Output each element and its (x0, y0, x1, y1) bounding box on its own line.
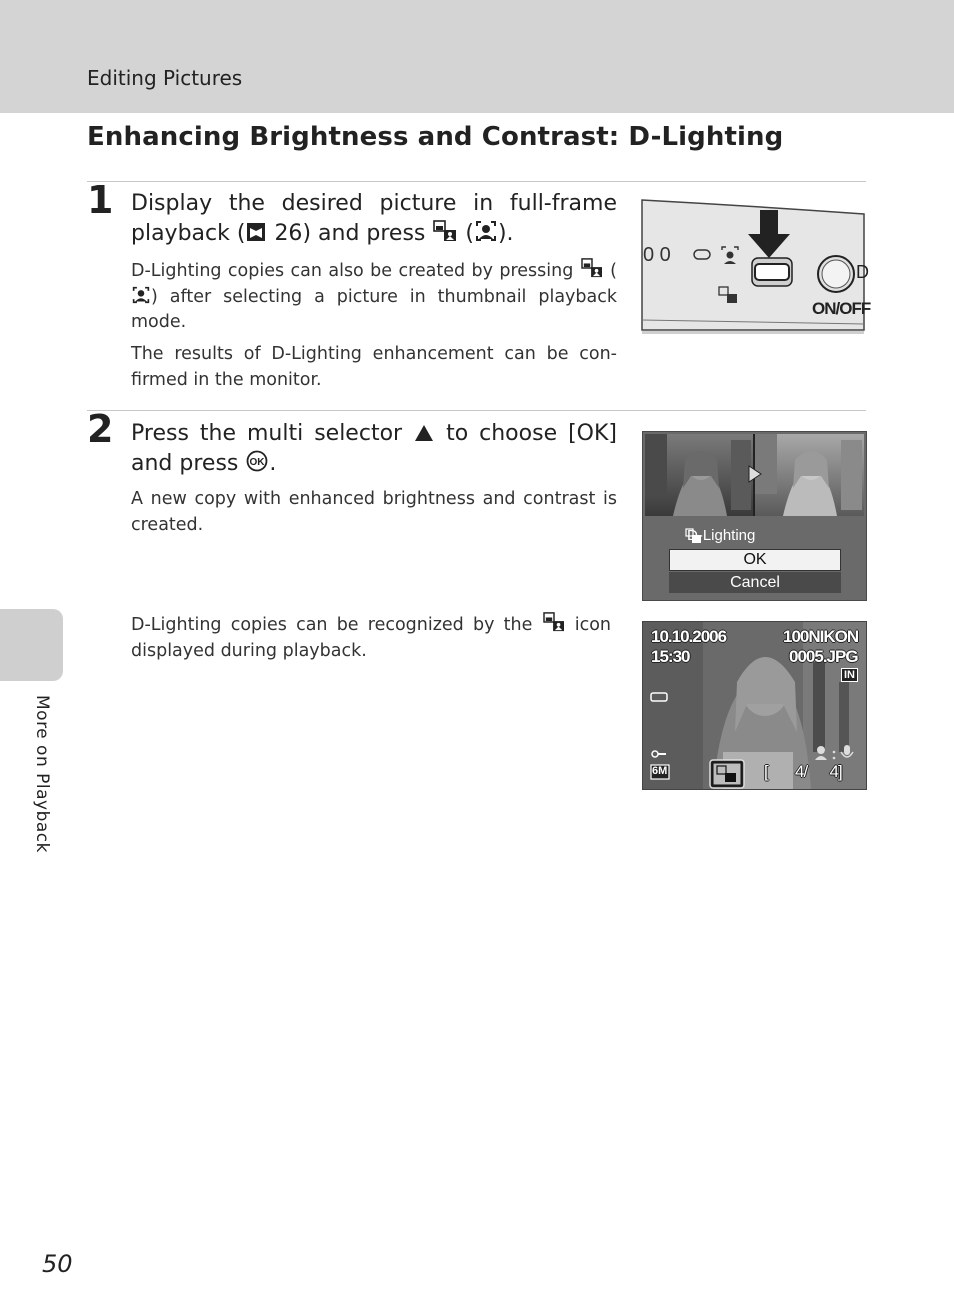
triangle-up-icon (414, 424, 434, 442)
cancel-option[interactable]: Cancel (669, 572, 841, 593)
partial-label: D (856, 262, 869, 282)
page-reference-icon (246, 222, 266, 242)
face-priority-icon (475, 220, 497, 242)
step-2-instruction (131, 419, 617, 479)
frame-counter-open: [ (764, 762, 768, 781)
divider (87, 181, 866, 182)
menu-title: D-Lighting (687, 527, 756, 544)
recognition-note (131, 612, 611, 664)
text: . (269, 451, 277, 476)
playback-screen (642, 621, 867, 790)
step-1-note: The results of D-Lighting enhancement can be con-firmed in the monitor. (131, 344, 617, 390)
text: ) and press (302, 221, 433, 246)
d-lighting-icon (581, 258, 603, 278)
time-readout: 15:30 (651, 647, 690, 666)
image-mode-indicator: 6M (652, 765, 668, 777)
text: ) after selecting a picture in thumbnail playback mode. (131, 286, 617, 332)
dial-text: 0 0 (643, 244, 671, 266)
text: Press the multi selector (131, 421, 414, 446)
ok-option[interactable]: OK (669, 549, 841, 571)
text: ( (603, 261, 617, 281)
text: ). (497, 221, 514, 246)
power-label: ON/OFF (812, 299, 871, 318)
d-lighting-icon (543, 612, 565, 632)
text: to choose [OK] and press (131, 421, 618, 476)
frame-counter: 4/ 4] (795, 762, 842, 781)
text: icon displayed during playback. (131, 615, 611, 661)
camera-top-illustration (642, 198, 871, 336)
step-2-paragraph: A new copy with enhanced brightness and contrast is created. (131, 489, 617, 535)
ok-button-icon (246, 450, 268, 472)
chapter-label: More on Playback (32, 695, 52, 853)
text: D-Lighting copies can also be created by pressing (131, 261, 580, 281)
step-1-instruction (131, 189, 617, 249)
text: ( (458, 221, 474, 246)
svg-text:OK: OK (249, 457, 265, 468)
divider (87, 410, 866, 411)
text: D-Lighting copies can be recognized by the (131, 615, 542, 635)
page-ref: 26 (274, 221, 303, 246)
d-lighting-icon (433, 220, 457, 242)
page-number: 50 (42, 1250, 73, 1278)
text: Display the desired picture in full-frame playback ( (131, 191, 617, 246)
section-label: Editing Pictures (87, 66, 243, 90)
date-readout: 10.10.2006 (651, 627, 727, 646)
chapter-tab (0, 609, 63, 681)
file-name: 0005.JPG (789, 647, 858, 666)
face-priority-icon (132, 286, 150, 304)
header-band (0, 0, 954, 113)
page-title: Enhancing Brightness and Contrast: D-Lighting (87, 122, 784, 152)
folder-name: 100NIKON (783, 627, 859, 646)
step-number: 2 (87, 407, 114, 451)
step-1-paragraph (131, 258, 617, 336)
internal-memory-indicator: IN (841, 668, 858, 682)
step-number: 1 (87, 178, 114, 222)
d-lighting-menu-screen (642, 431, 867, 601)
